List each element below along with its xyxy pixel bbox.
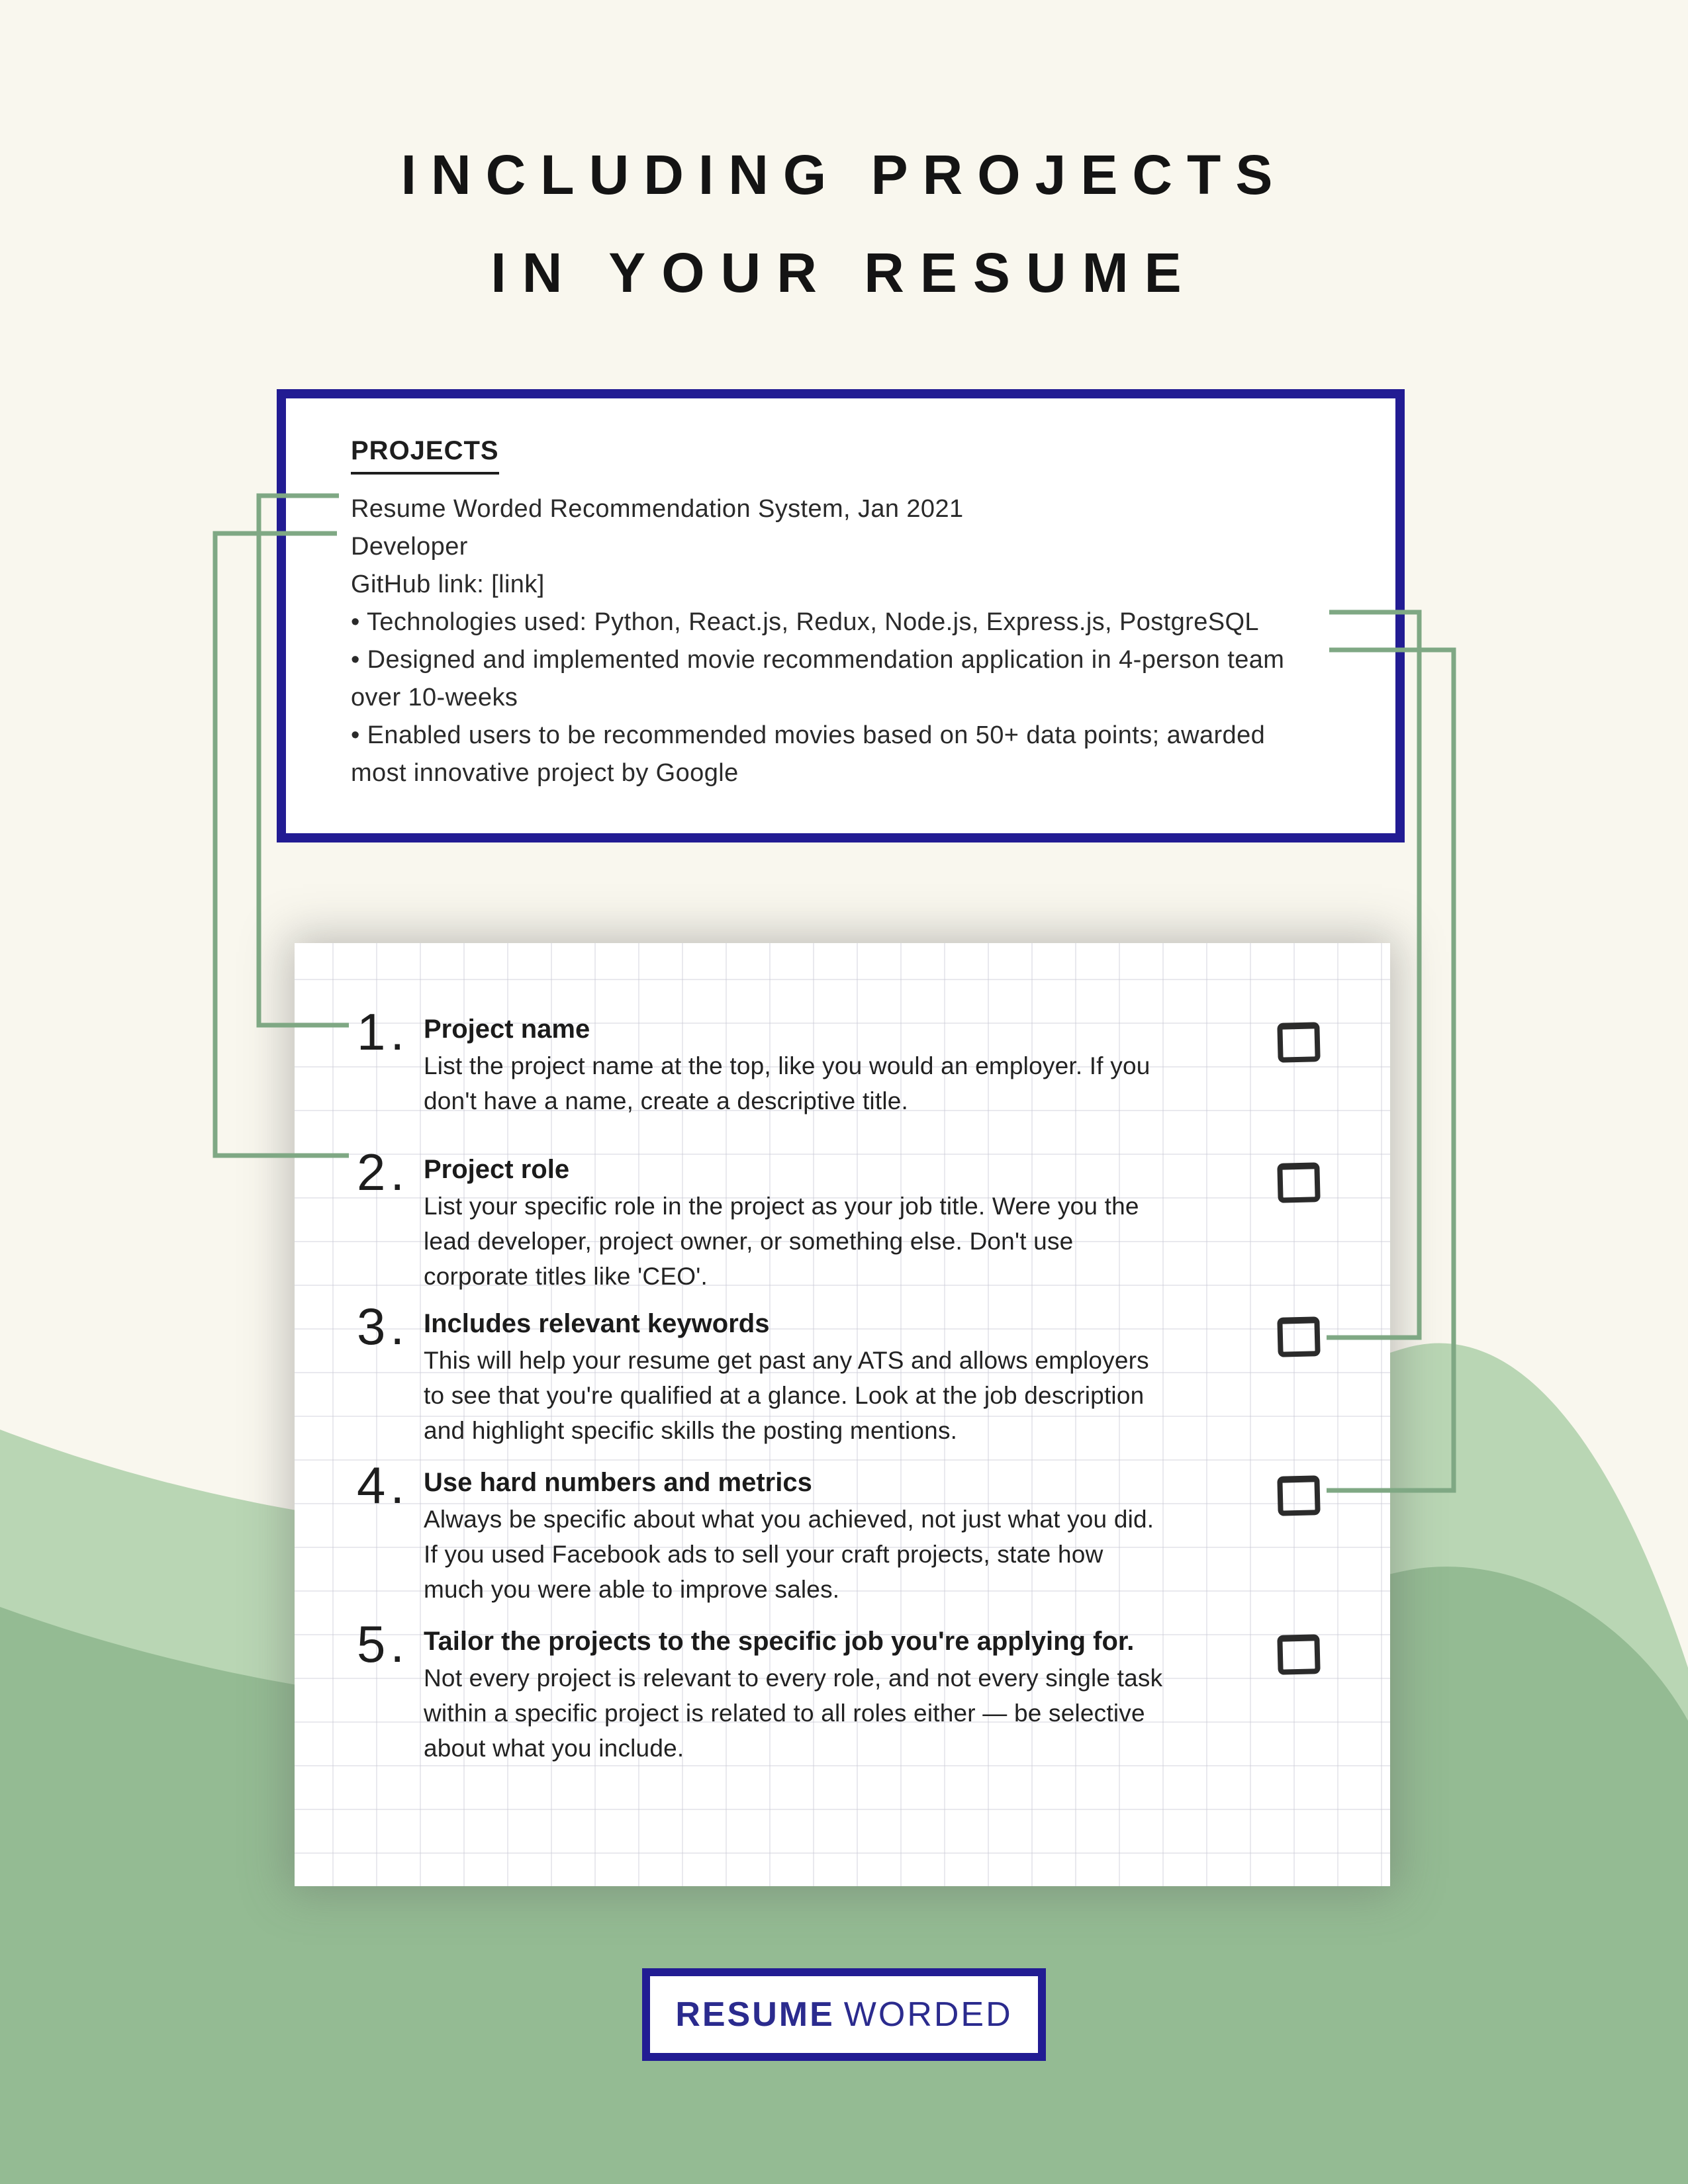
item-body-line: within a specific project is related to all roles either — be selective xyxy=(424,1700,1145,1727)
item-title: Tailor the projects to the specific job you're applying for. xyxy=(424,1627,1135,1656)
item-checkbox-2[interactable] xyxy=(1277,1162,1320,1203)
resume-line: • Technologies used: Python, React.js, Redux, Node.js, Express.js, PostgreSQL xyxy=(351,608,1259,636)
item-number: 2. xyxy=(357,1143,410,1201)
item-body-line: Always be specific about what you achieved, not just what you did. xyxy=(424,1506,1154,1533)
item-checkbox-5[interactable] xyxy=(1277,1634,1320,1675)
title-line1-bold: PROJECTS xyxy=(870,144,1288,206)
item-title: Project name xyxy=(424,1015,590,1044)
item-body-line: List your specific role in the project as your job title. Were you the xyxy=(424,1193,1139,1220)
resume-line: • Enabled users to be recommended movies based on 50+ data points; awarded xyxy=(351,721,1266,749)
title-line2: IN YOUR RESUME xyxy=(491,242,1197,304)
title-line1-regular: INCLUDING xyxy=(400,144,841,206)
resume-section-heading: PROJECTS xyxy=(351,436,499,475)
checklist-card xyxy=(295,943,1390,1886)
logo-text-bold: RESUME xyxy=(675,1995,835,2034)
item-body xyxy=(424,1661,1264,1766)
item-body-line: lead developer, project owner, or something else. Don't use xyxy=(424,1228,1074,1255)
resume-lines xyxy=(351,490,1369,792)
item-body-line: List the project name at the top, like you would an employer. If you xyxy=(424,1052,1150,1079)
item-content xyxy=(424,1307,1264,1448)
item-title: Use hard numbers and metrics xyxy=(424,1468,812,1497)
item-body-line: to see that you're qualified at a glance. Look at the job description xyxy=(424,1382,1145,1409)
item-checkbox-3[interactable] xyxy=(1277,1316,1320,1357)
item-title: Includes relevant keywords xyxy=(424,1309,770,1338)
resume-line: • Designed and implemented movie recommendation application in 4-person team xyxy=(351,646,1285,674)
item-body xyxy=(424,1343,1264,1448)
resume-line: GitHub link: [link] xyxy=(351,570,545,598)
item-body xyxy=(424,1502,1264,1607)
item-body xyxy=(424,1189,1264,1294)
item-number: 4. xyxy=(357,1456,410,1514)
item-body-line: don't have a name, create a descriptive title. xyxy=(424,1087,909,1115)
item-body-line: much you were able to improve sales. xyxy=(424,1576,840,1603)
item-content xyxy=(424,1013,1264,1118)
item-body-line: about what you include. xyxy=(424,1735,684,1762)
item-body-line: This will help your resume get past any ATS and allows employers xyxy=(424,1347,1149,1374)
item-body-line: and highlight specific skills the posting mentions. xyxy=(424,1417,958,1444)
logo-text-regular: WORDED xyxy=(843,1995,1013,2034)
resume-worded-logo xyxy=(642,1968,1046,2061)
item-content xyxy=(424,1625,1264,1766)
item-content xyxy=(424,1466,1264,1607)
title-line1 xyxy=(401,144,1288,206)
item-number: 1. xyxy=(357,1003,410,1061)
item-title: Project role xyxy=(424,1155,570,1184)
item-number: 3. xyxy=(357,1297,410,1355)
resume-line: most innovative project by Google xyxy=(351,759,739,787)
item-checkbox-4[interactable] xyxy=(1277,1475,1320,1516)
resume-line: over 10-weeks xyxy=(351,684,518,711)
page-title xyxy=(0,144,1688,303)
resume-line: Resume Worded Recommendation System, Jan 2021 xyxy=(351,495,964,523)
item-body xyxy=(424,1048,1264,1118)
resume-line: Developer xyxy=(351,533,468,561)
item-content xyxy=(424,1153,1264,1294)
item-body-line: If you used Facebook ads to sell your craft projects, state how xyxy=(424,1541,1103,1568)
item-number: 5. xyxy=(357,1615,410,1673)
item-body-line: Not every project is relevant to every role, and not every single task xyxy=(424,1664,1163,1692)
resume-example-box xyxy=(277,389,1405,842)
item-checkbox-1[interactable] xyxy=(1277,1022,1320,1063)
item-body-line: corporate titles like 'CEO'. xyxy=(424,1263,708,1290)
